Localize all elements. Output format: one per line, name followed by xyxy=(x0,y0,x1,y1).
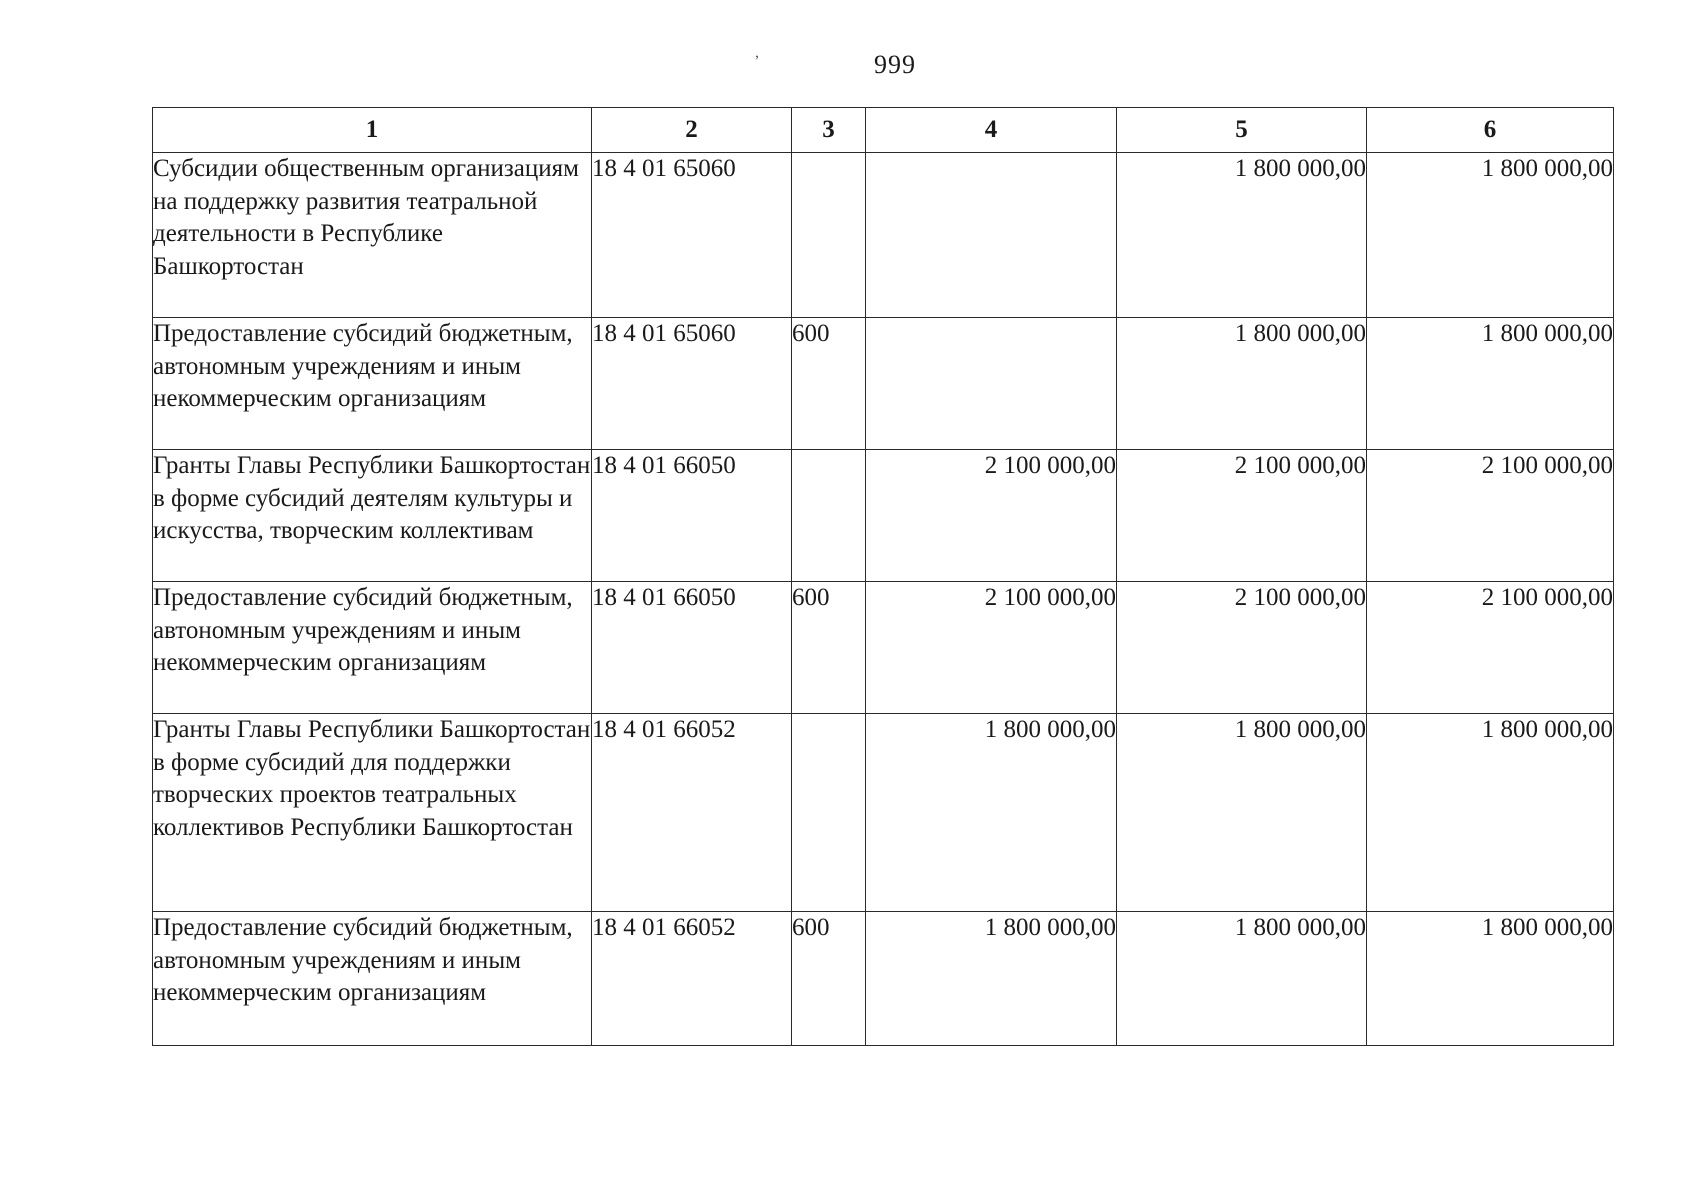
table-row xyxy=(153,153,1614,318)
table-row xyxy=(153,318,1614,450)
row-col6: 1 800 000,00 xyxy=(1367,714,1614,912)
table-body xyxy=(153,153,1614,1046)
row-type xyxy=(792,153,866,318)
row-col4: 2 100 000,00 xyxy=(866,450,1117,582)
row-col4: 2 100 000,00 xyxy=(866,582,1117,714)
row-col6: 1 800 000,00 xyxy=(1367,153,1614,318)
row-col5: 1 800 000,00 xyxy=(1117,912,1367,1046)
row-col6: 1 800 000,00 xyxy=(1367,318,1614,450)
row-col4: 1 800 000,00 xyxy=(866,714,1117,912)
header-row xyxy=(153,108,1614,153)
row-col6: 2 100 000,00 xyxy=(1367,450,1614,582)
row-type: 600 xyxy=(792,912,866,1046)
row-col5: 1 800 000,00 xyxy=(1117,318,1367,450)
row-code: 18 4 01 65060 xyxy=(592,318,792,450)
header-col-5: 5 xyxy=(1117,108,1367,153)
page-number: 999 xyxy=(874,50,916,79)
table-row xyxy=(153,912,1614,1046)
row-col4: 1 800 000,00 xyxy=(866,912,1117,1046)
row-col5: 2 100 000,00 xyxy=(1117,582,1367,714)
header-col-2: 2 xyxy=(592,108,792,153)
row-col4 xyxy=(866,153,1117,318)
row-type: 600 xyxy=(792,318,866,450)
row-col4 xyxy=(866,318,1117,450)
row-col5: 1 800 000,00 xyxy=(1117,714,1367,912)
row-name: Субсидии общественным организациям на поддержку развития театральной деятельности в Республике Башкортостан xyxy=(153,153,592,318)
table-row xyxy=(153,582,1614,714)
header-col-1: 1 xyxy=(153,108,592,153)
table-header xyxy=(153,108,1614,153)
row-code: 18 4 01 66050 xyxy=(592,582,792,714)
row-code: 18 4 01 65060 xyxy=(592,153,792,318)
table-row xyxy=(153,450,1614,582)
row-code: 18 4 01 66052 xyxy=(592,714,792,912)
row-col6: 2 100 000,00 xyxy=(1367,582,1614,714)
row-col5: 2 100 000,00 xyxy=(1117,450,1367,582)
budget-table xyxy=(152,107,1614,1046)
row-code: 18 4 01 66052 xyxy=(592,912,792,1046)
row-name: Предоставление субсидий бюджетным, автономным учреждениям и иным некоммерческим организациям xyxy=(153,318,592,450)
row-name: Гранты Главы Республики Башкортостан в форме субсидий для поддержки творческих проектов театральных коллективов Республики Башкортостан xyxy=(153,714,592,912)
table-row xyxy=(153,714,1614,912)
row-col5: 1 800 000,00 xyxy=(1117,153,1367,318)
header-col-6: 6 xyxy=(1367,108,1614,153)
row-name: Предоставление субсидий бюджетным, автономным учреждениям и иным некоммерческим организациям xyxy=(153,912,592,1046)
row-code: 18 4 01 66050 xyxy=(592,450,792,582)
row-type xyxy=(792,450,866,582)
row-name: Гранты Главы Республики Башкортостан в форме субсидий деятелям культуры и искусства, творческим коллективам xyxy=(153,450,592,582)
row-type: 600 xyxy=(792,582,866,714)
row-col6: 1 800 000,00 xyxy=(1367,912,1614,1046)
header-col-4: 4 xyxy=(866,108,1117,153)
row-name: Предоставление субсидий бюджетным, автономным учреждениям и иным некоммерческим организациям xyxy=(153,582,592,714)
stray-mark: , xyxy=(755,44,759,61)
row-type xyxy=(792,714,866,912)
header-col-3: 3 xyxy=(792,108,866,153)
